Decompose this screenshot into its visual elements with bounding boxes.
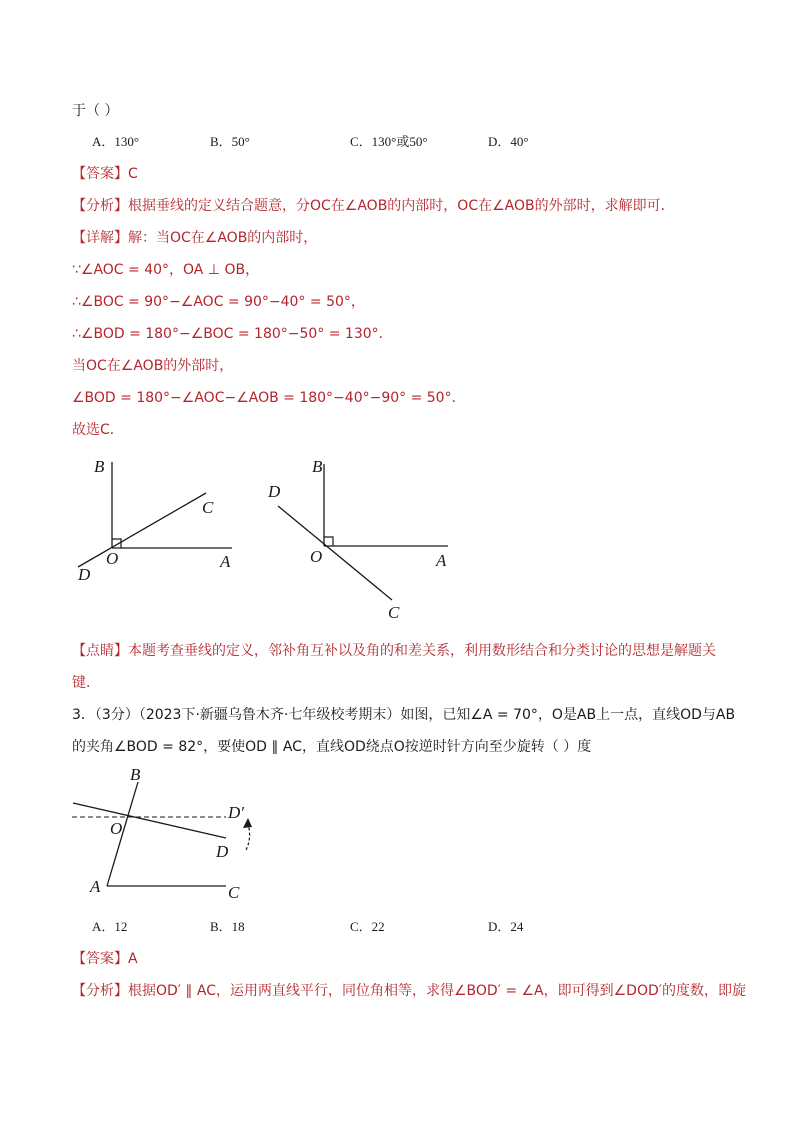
label-a: A (436, 551, 447, 570)
q2-comment-line-1 (72, 641, 716, 661)
q3-figure (68, 762, 268, 902)
q3-analysis (72, 981, 746, 1001)
label-a: A (220, 552, 231, 571)
rotation-arrowhead (243, 818, 252, 828)
label-d: D (216, 842, 229, 861)
analysis-tag: 【分析】 (72, 198, 128, 214)
q2-detail-line-3: ∴∠BOC = 90°−∠AOC = 90°−40° = 50°， (72, 294, 365, 310)
detail-tag: 【详解】 (72, 230, 128, 246)
label-o: O (106, 549, 119, 568)
label-b: B (130, 765, 141, 784)
q2-analysis (72, 196, 675, 216)
detail-text: 解：当OC在∠AOB的内部时， (128, 230, 318, 246)
q3-option-a: A．12 (92, 919, 128, 934)
q2-detail-line-6: ∠BOD = 180°−∠AOC−∠AOB = 180°−40°−90° = 50°． (72, 390, 466, 406)
q2-detail-line-4: ∴∠BOD = 180°−∠BOC = 180°−50° = 130°． (72, 326, 393, 342)
label-o: O (310, 547, 323, 566)
q2-option-d: D．40° (488, 134, 529, 149)
rotation-arrow (246, 824, 250, 850)
q2-answer (72, 164, 138, 184)
q3-option-c: C．22 (350, 919, 385, 934)
analysis-text: 根据OD′ ∥ AC，运用两直线平行，同位角相等，求得∠BOD′ = ∠A，即可得到∠DOD′的度数，即旋 (128, 983, 746, 999)
q2-stem-tail: 于（ ） (72, 103, 119, 119)
q2-option-b: B．50° (210, 134, 250, 149)
label-d: D (268, 482, 281, 501)
q2-figure-outside (260, 450, 460, 622)
label-c: C (388, 603, 400, 622)
label-d: D (78, 565, 91, 580)
q3-option-d: D．24 (488, 919, 524, 934)
answer-tag: 【答案】 (72, 166, 128, 182)
label-c: C (202, 498, 214, 517)
q2-figure-inside (70, 450, 250, 580)
label-d-prime: D′ (228, 803, 244, 822)
label-a: A (90, 877, 101, 896)
label-b: B (94, 457, 105, 476)
q2-detail-line-5: 当OC在∠AOB的外部时， (72, 358, 234, 374)
q2-detail-line-1 (72, 228, 317, 248)
q3-option-b: B．18 (210, 919, 245, 934)
q2-comment-line-2: 键． (72, 675, 100, 691)
label-c: C (228, 883, 240, 902)
analysis-tag: 【分析】 (72, 983, 128, 999)
line-cd (78, 493, 206, 567)
answer-tag: 【答案】 (72, 951, 128, 967)
answer-value: C (128, 166, 138, 182)
q2-detail-line-7: 故选C． (72, 422, 124, 438)
q2-option-c: C．130°或50° (350, 134, 428, 149)
label-o: O (110, 819, 123, 838)
comment-text: 本题考查垂线的定义，邻补角互补以及角的和差关系，利用数形结合和分类讨论的思想是解题关 (128, 643, 716, 659)
analysis-text: 根据垂线的定义结合题意，分OC在∠AOB的内部时，OC在∠AOB的外部时，求解即可． (128, 198, 675, 214)
q2-option-a: A．130° (92, 134, 140, 149)
q2-detail-line-2: ∵∠AOC = 40°，OA ⊥ OB， (72, 262, 260, 278)
q3-stem-line-2: 的夹角∠BOD = 82°，要使OD ∥ AC，直线OD绕点O按逆时针方向至少旋转（ ）度 (72, 739, 592, 755)
label-b: B (312, 457, 323, 476)
comment-tag: 【点睛】 (72, 643, 128, 659)
line-dc (278, 506, 392, 600)
line-od (73, 803, 226, 838)
answer-value: A (128, 951, 138, 967)
q3-stem-line-1: 3．（3分）（2023下·新疆乌鲁木齐·七年级校考期末）如图，已知∠A = 70°，O是AB上一点，直线OD与AB (72, 707, 736, 723)
q3-answer (72, 949, 138, 969)
